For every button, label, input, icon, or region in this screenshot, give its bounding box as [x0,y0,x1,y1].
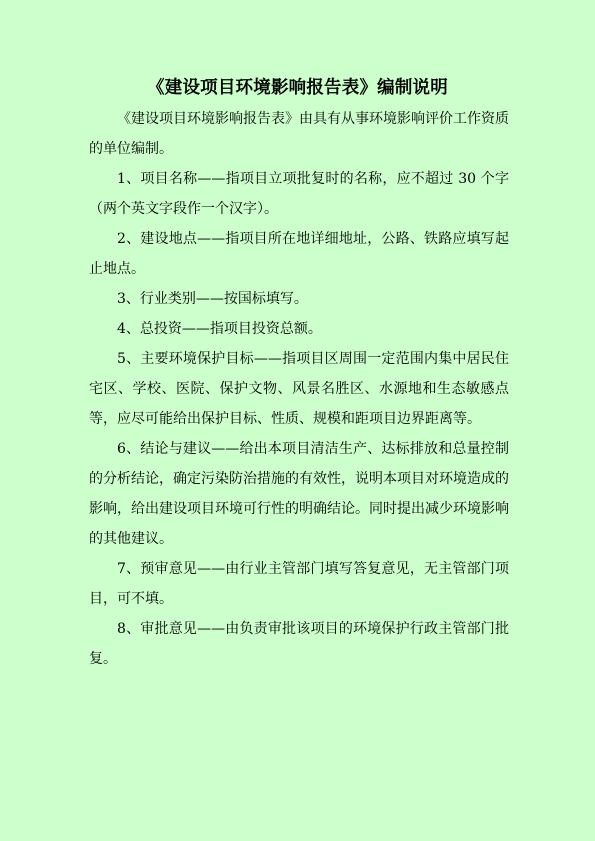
paragraph-protection-targets: 5、主要环境保护目标——指项目区周围一定范围内集中居民住宅区、学校、医院、保护文物、风景名胜区、水源地和生态敏感点等，应尽可能给出保护目标、性质、规模和距项目边界距离等。 [89,351,509,427]
document-body [89,104,509,674]
paragraph-investment: 4、总投资——指项目投资总额。 [117,321,322,337]
paragraph-location: 2、建设地点——指项目所在地详细地址，公路、铁路应填写起止地点。 [89,231,509,277]
paragraph-conclusion: 6、结论与建议——给出本项目清洁生产、达标排放和总量控制的分析结论，确定污染防治措施的有效性，说明本项目对环境造成的影响，给出建设项目环境可行性的明确结论。同时提出减少环境影响的其他建议。 [89,441,509,547]
paragraph-approval: 8、审批意见——由负责审批该项目的环境保护行政主管部门批复。 [89,621,509,667]
document-title: 《建设项目环境影响报告表》编制说明 [147,78,448,98]
paragraph-project-name: 1、项目名称——指项目立项批复时的名称，应不超过 30 个字（两个英文字段作一个汉字）。 [89,171,509,217]
paragraph-industry: 3、行业类别——按国标填写。 [117,291,308,307]
paragraph-intro: 《建设项目环境影响报告表》由具有从事环境影响评价工作资质的单位编制。 [89,111,509,157]
paragraph-pre-review: 7、预审意见——由行业主管部门填写答复意见，无主管部门项目，可不填。 [89,561,509,607]
